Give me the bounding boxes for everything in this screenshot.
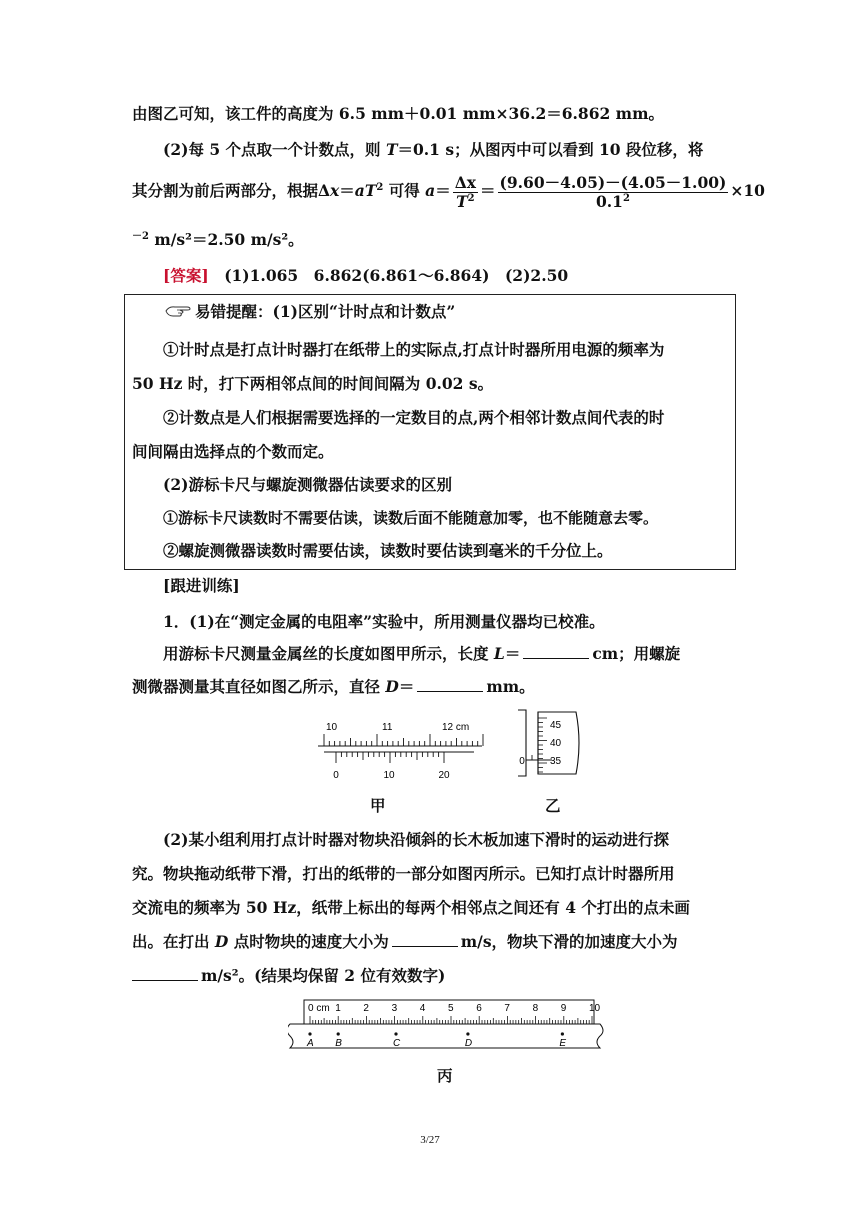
answer-blank-velocity[interactable] [392,932,458,947]
question-text: ＝ [398,677,415,696]
tape-point-label: D [464,1038,473,1049]
q1-line-2 [132,677,535,697]
main-scale-label: 11 [382,722,393,733]
answer-blank-diameter[interactable] [417,677,483,692]
tape-scale-label: 6 [476,1003,482,1014]
figure-label-yi: 乙 [545,796,561,815]
solution-text: ＝0.1 s；从图丙中可以看到 10 段位移，将 [397,140,704,159]
symbol-T: T [456,191,468,211]
fraction-values [498,174,729,211]
fraction-delta-x-over-T2 [453,174,478,211]
tape-dot [561,1032,564,1035]
answer-line [163,266,568,286]
denominator-value: 0.1 [595,191,623,211]
exponent: －2 [132,230,149,242]
main-scale-label: 10 [326,722,338,733]
q2-line-4 [132,932,678,952]
answer-blank-acceleration[interactable] [132,966,198,981]
fraction-denominator: $T^2$ [456,191,475,211]
solution-text: 其分割为前后两部分，根据Δ [132,181,331,200]
q1-title: 1．(1)在“测定金属的电阻率”实验中，所用测量仪器均已校准。 [163,612,605,631]
fraction-denominator: $0.1^2$ [595,191,630,211]
solution-text: (2)每 5 个点取一个计数点，则 [163,140,386,159]
tip-p1a: ①计时点是打点计时器打在纸带上的实际点,打点计时器所用电源的频率为 [163,340,665,359]
q2-line-1: (2)某小组利用打点计时器对物块沿倾斜的长木板加速下滑时的运动进行探 [163,830,669,849]
sleeve-label: 0 [519,756,525,767]
answer-blank-length[interactable] [523,644,589,659]
symbol-L: L [493,644,505,663]
tape-point-label: A [307,1038,314,1049]
tape-scale-label: 5 [448,1003,454,1014]
vernier-scale-label: 10 [383,770,395,781]
symbol-a: a [425,181,436,200]
tape-scale-label: 7 [504,1003,510,1014]
tape-scale-label: 1 [335,1003,341,1014]
tip-p2b: 间间隔由选择点的个数而定。 [132,442,334,461]
tape-scale-label: 8 [532,1003,539,1014]
answer-tag: [答案] [163,266,209,285]
thimble-label: 35 [550,756,562,767]
tape-point-label: E [559,1038,567,1049]
solution-text: ×10 [730,181,765,200]
tape-scale-label: 10 [589,1003,601,1014]
question-text: cm；用螺旋 [592,644,681,663]
error-tip-box [124,294,736,570]
tape-dot [308,1032,311,1035]
question-text: 出。在打出 [132,932,215,951]
tip-title-line [165,302,455,323]
micrometer-figure [512,708,592,778]
vernier-caliper-figure [316,716,486,782]
solution-line-2 [163,140,703,160]
pointing-hand-icon [165,303,191,323]
tip-p1b: 50 Hz 时，打下两相邻点间的时间间隔为 0.02 s。 [132,374,494,393]
fraction-numerator: Δx [454,172,476,192]
tip-title: 易错提醒：(1)区别“计时点和计数点” [195,302,456,321]
q2-line-2: 究。物块拖动纸带下滑，打出的纸带的一部分如图丙所示。已知打点计时器所用 [132,864,675,883]
solution-text: 由图乙可知，该工件的高度为 6.5 mm＋0.01 mm×36.2＝6.862 mm。 [132,104,664,123]
symbol-aT: aT [354,181,377,200]
thimble-label: 45 [550,720,562,731]
solution-line-4 [132,230,304,250]
solution-line-1 [132,104,664,124]
question-text: m/s，物块下滑的加速度大小为 [460,932,678,951]
page-number: 3/27 [420,1134,440,1146]
tape-scale-label: 4 [419,1003,426,1014]
q2-line-5 [132,966,445,986]
tip-p3: ①游标卡尺读数时不需要估读，读数后面不能随意加零，也不能随意去零。 [163,509,659,527]
question-text: 用游标卡尺测量金属丝的长度如图甲所示，长度 [163,644,494,663]
solution-text: ＝ [339,181,355,200]
question-text: mm。 [486,677,535,696]
tape-dot [337,1032,340,1035]
answer-text: (1)1.065 6.862(6.861～6.864) (2)2.50 [224,266,569,285]
thimble-label: 40 [550,738,562,749]
symbol-D: D [214,932,229,951]
vernier-scale-label: 0 [333,770,339,781]
tip-p2a: ②计数点是人们根据需要选择的一定数目的点,两个相邻计数点间代表的时 [163,408,665,427]
tape-point-label: B [335,1038,342,1049]
tip-p4: ②螺旋测微器读数时需要估读，读数时要估读到毫米的千分位上。 [163,541,613,560]
exercise-header: [跟进训练] [163,576,240,595]
tape-dot [466,1032,469,1035]
fraction-numerator: (9.60－4.05)－(4.05－1.00) [499,172,727,192]
figure-label-bing: 丙 [437,1066,453,1085]
symbol-D: D [385,677,399,696]
vernier-scale-label: 20 [438,770,450,781]
tape-scale-label: 0 cm [308,1003,330,1014]
tape-dot [394,1032,397,1035]
question-text: ＝ [504,644,521,663]
q2-line-3: 交流电的频率为 50 Hz，纸带上标出的每两个相邻点之间还有 4 个打出的点未画 [132,898,690,917]
tip-heading-2: (2)游标卡尺与螺旋测微器估读要求的区别 [163,475,452,494]
tape-point-label: C [393,1038,401,1049]
main-scale-label: 12 cm [442,722,470,733]
tape-scale-label: 2 [363,1003,369,1014]
solution-line-3: 其分割为前后两部分，根据$\Delta x=aT^2$ 可得 a＝ $\frac{\Delta x}{T^2}$ ＝ $\frac{(9.60-4.05)-(4.05-1.00)}{0.1^2}$ ×10 [132,172,765,211]
question-text: 点时物块的速度大小为 [228,932,389,951]
symbol-x: x [330,181,340,200]
solution-text: 可得 [388,181,426,200]
solution-text: ＝ [435,181,451,200]
q1-line-1 [163,644,680,664]
tape-scale-label: 9 [560,1003,567,1014]
symbol-T: T [385,140,398,159]
figure-label-jia: 甲 [370,796,386,815]
tape-ruler-figure [288,998,614,1056]
solution-text: m/s²＝2.50 m/s²。 [154,230,304,249]
question-text: 测微器测量其直径如图乙所示，直径 [132,677,386,696]
question-text: m/s²。(结果均保留 2 位有效数字) [201,966,446,985]
tape-scale-label: 3 [391,1003,398,1014]
